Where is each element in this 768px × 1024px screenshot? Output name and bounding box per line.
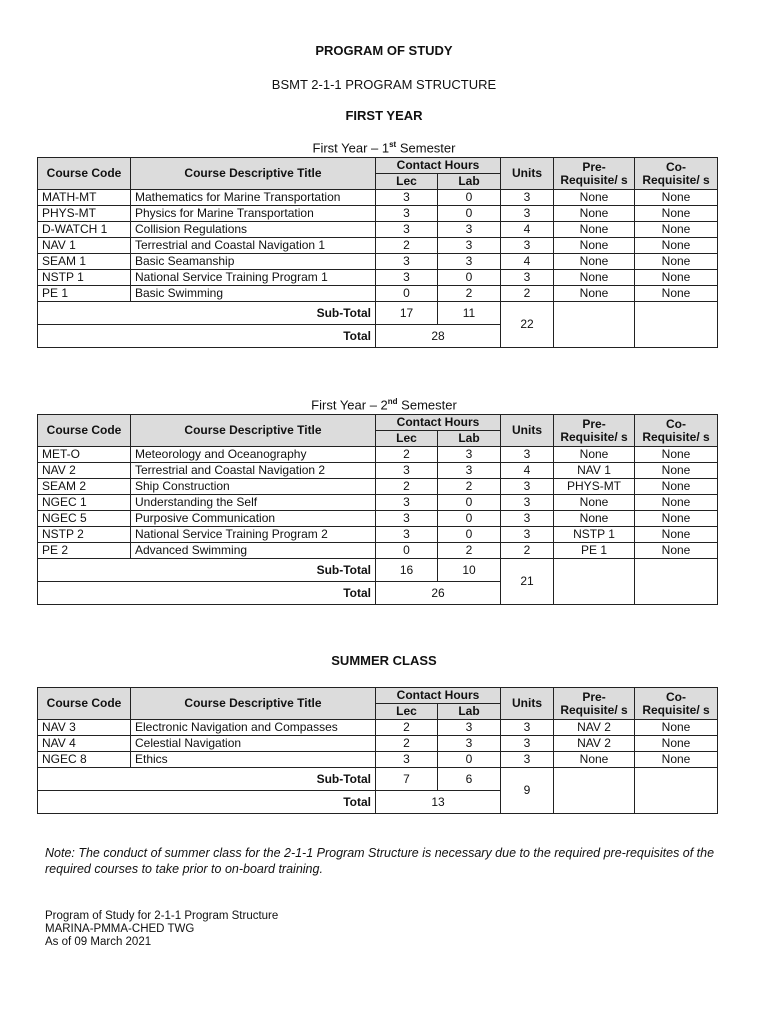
cell-units: 2 bbox=[501, 286, 554, 302]
table-row bbox=[38, 286, 718, 302]
cell-prerequisite: None bbox=[554, 270, 635, 286]
cell-prerequisite: None bbox=[554, 511, 635, 527]
subtotal-label: Sub-Total bbox=[38, 768, 376, 791]
blank-cell bbox=[635, 559, 718, 605]
total-label: Total bbox=[38, 791, 376, 814]
cell-course-title: Understanding the Self bbox=[131, 495, 376, 511]
col-contact-hours: Contact Hours bbox=[376, 688, 501, 704]
table-row bbox=[38, 752, 718, 768]
col-lab: Lab bbox=[438, 704, 501, 720]
subtotal-lab: 6 bbox=[438, 768, 501, 791]
cell-course-code: NAV 2 bbox=[38, 463, 131, 479]
total-hours: 28 bbox=[376, 325, 501, 348]
cell-corequisite: None bbox=[635, 270, 718, 286]
cell-lec-hours: 0 bbox=[376, 286, 438, 302]
cell-course-title: Purposive Communication bbox=[131, 511, 376, 527]
subtotal-lab: 11 bbox=[438, 302, 501, 325]
subtotal-lec: 7 bbox=[376, 768, 438, 791]
col-title: Course Descriptive Title bbox=[131, 688, 376, 720]
col-prerequisites: Pre-Requisite/ s bbox=[554, 158, 635, 190]
cell-lab-hours: 2 bbox=[438, 479, 501, 495]
table-row bbox=[38, 543, 718, 559]
table-row bbox=[38, 254, 718, 270]
cell-corequisite: None bbox=[635, 206, 718, 222]
col-lab: Lab bbox=[438, 174, 501, 190]
total-hours: 26 bbox=[376, 582, 501, 605]
cell-corequisite: None bbox=[635, 479, 718, 495]
summer-table bbox=[37, 687, 718, 814]
cell-course-code: MET-O bbox=[38, 447, 131, 463]
col-corequisites: Co-Requisite/ s bbox=[635, 688, 718, 720]
cell-lab-hours: 3 bbox=[438, 720, 501, 736]
col-corequisites: Co-Requisite/ s bbox=[635, 415, 718, 447]
total-label: Total bbox=[38, 325, 376, 348]
cell-corequisite: None bbox=[635, 527, 718, 543]
cell-prerequisite: PHYS-MT bbox=[554, 479, 635, 495]
table-row bbox=[38, 222, 718, 238]
cell-corequisite: None bbox=[635, 720, 718, 736]
footer bbox=[45, 910, 278, 949]
cell-course-code: NAV 1 bbox=[38, 238, 131, 254]
cell-course-code: NGEC 1 bbox=[38, 495, 131, 511]
col-contact-hours: Contact Hours bbox=[376, 158, 501, 174]
summer-heading: SUMMER CLASS bbox=[331, 653, 437, 668]
cell-units: 3 bbox=[501, 270, 554, 286]
cell-units: 4 bbox=[501, 222, 554, 238]
col-prerequisites: Pre-Requisite/ s bbox=[554, 415, 635, 447]
cell-course-title: Terrestrial and Coastal Navigation 2 bbox=[131, 463, 376, 479]
cell-corequisite: None bbox=[635, 238, 718, 254]
table-row bbox=[38, 495, 718, 511]
cell-lec-hours: 2 bbox=[376, 238, 438, 254]
cell-units: 3 bbox=[501, 238, 554, 254]
total-units: 21 bbox=[501, 559, 554, 605]
blank-cell bbox=[635, 302, 718, 348]
cell-lec-hours: 3 bbox=[376, 254, 438, 270]
cell-units: 3 bbox=[501, 495, 554, 511]
cell-corequisite: None bbox=[635, 254, 718, 270]
subtotal-label: Sub-Total bbox=[38, 559, 376, 582]
cell-course-title: Meteorology and Oceanography bbox=[131, 447, 376, 463]
cell-course-code: NAV 3 bbox=[38, 720, 131, 736]
col-units: Units bbox=[501, 158, 554, 190]
total-label: Total bbox=[38, 582, 376, 605]
blank-cell bbox=[554, 768, 635, 814]
cell-course-title: Ship Construction bbox=[131, 479, 376, 495]
subtotal-lec: 16 bbox=[376, 559, 438, 582]
cell-lec-hours: 3 bbox=[376, 495, 438, 511]
cell-corequisite: None bbox=[635, 752, 718, 768]
cell-lec-hours: 3 bbox=[376, 527, 438, 543]
cell-prerequisite: None bbox=[554, 206, 635, 222]
cell-corequisite: None bbox=[635, 286, 718, 302]
cell-lec-hours: 3 bbox=[376, 190, 438, 206]
cell-course-code: NGEC 8 bbox=[38, 752, 131, 768]
cell-lab-hours: 2 bbox=[438, 286, 501, 302]
table-row bbox=[38, 479, 718, 495]
table-row bbox=[38, 720, 718, 736]
col-course-code: Course Code bbox=[38, 158, 131, 190]
cell-lab-hours: 0 bbox=[438, 495, 501, 511]
cell-units: 3 bbox=[501, 190, 554, 206]
col-corequisites: Co-Requisite/ s bbox=[635, 158, 718, 190]
col-units: Units bbox=[501, 415, 554, 447]
total-hours: 13 bbox=[376, 791, 501, 814]
cell-course-title: Collision Regulations bbox=[131, 222, 376, 238]
cell-corequisite: None bbox=[635, 543, 718, 559]
cell-prerequisite: None bbox=[554, 286, 635, 302]
cell-units: 3 bbox=[501, 527, 554, 543]
subtotal-label: Sub-Total bbox=[38, 302, 376, 325]
col-title: Course Descriptive Title bbox=[131, 158, 376, 190]
cell-lec-hours: 0 bbox=[376, 543, 438, 559]
cell-corequisite: None bbox=[635, 190, 718, 206]
table-row bbox=[38, 206, 718, 222]
cell-course-code: NSTP 1 bbox=[38, 270, 131, 286]
cell-prerequisite: None bbox=[554, 238, 635, 254]
cell-lec-hours: 3 bbox=[376, 270, 438, 286]
cell-lab-hours: 3 bbox=[438, 222, 501, 238]
cell-course-code: PE 2 bbox=[38, 543, 131, 559]
cell-course-code: NAV 4 bbox=[38, 736, 131, 752]
cell-lec-hours: 3 bbox=[376, 752, 438, 768]
table-row bbox=[38, 238, 718, 254]
col-units: Units bbox=[501, 688, 554, 720]
blank-cell bbox=[554, 302, 635, 348]
cell-lab-hours: 0 bbox=[438, 752, 501, 768]
cell-lec-hours: 2 bbox=[376, 447, 438, 463]
cell-lec-hours: 2 bbox=[376, 479, 438, 495]
cell-lab-hours: 0 bbox=[438, 527, 501, 543]
table-row bbox=[38, 527, 718, 543]
cell-prerequisite: NAV 1 bbox=[554, 463, 635, 479]
summer-note: Note: The conduct of summer class for the 2-1-1 Program Structure is necessary due to the required pre-requisites of the required courses to take prior to on-board training. bbox=[45, 846, 715, 876]
cell-course-code: D-WATCH 1 bbox=[38, 222, 131, 238]
col-lec: Lec bbox=[376, 174, 438, 190]
cell-lab-hours: 2 bbox=[438, 543, 501, 559]
semester-2-table bbox=[37, 414, 718, 605]
cell-units: 2 bbox=[501, 543, 554, 559]
table-row bbox=[38, 190, 718, 206]
cell-lab-hours: 0 bbox=[438, 206, 501, 222]
cell-lec-hours: 2 bbox=[376, 720, 438, 736]
cell-course-title: Ethics bbox=[131, 752, 376, 768]
total-units: 9 bbox=[501, 768, 554, 814]
cell-prerequisite: None bbox=[554, 254, 635, 270]
cell-lec-hours: 2 bbox=[376, 736, 438, 752]
cell-lab-hours: 3 bbox=[438, 238, 501, 254]
cell-course-code: NSTP 2 bbox=[38, 527, 131, 543]
cell-lab-hours: 0 bbox=[438, 270, 501, 286]
col-lab: Lab bbox=[438, 431, 501, 447]
cell-course-title: Advanced Swimming bbox=[131, 543, 376, 559]
cell-prerequisite: None bbox=[554, 222, 635, 238]
cell-course-code: MATH-MT bbox=[38, 190, 131, 206]
col-prerequisites: Pre-Requisite/ s bbox=[554, 688, 635, 720]
cell-prerequisite: None bbox=[554, 190, 635, 206]
footer-line-3: As of 09 March 2021 bbox=[45, 936, 152, 948]
cell-lec-hours: 3 bbox=[376, 463, 438, 479]
subtotal-lab: 10 bbox=[438, 559, 501, 582]
semester-1-label: First Year – 1st Semester bbox=[312, 140, 456, 156]
col-course-code: Course Code bbox=[38, 688, 131, 720]
cell-course-title: National Service Training Program 1 bbox=[131, 270, 376, 286]
cell-course-title: Physics for Marine Transportation bbox=[131, 206, 376, 222]
col-course-code: Course Code bbox=[38, 415, 131, 447]
table-row bbox=[38, 511, 718, 527]
cell-prerequisite: None bbox=[554, 752, 635, 768]
cell-course-title: National Service Training Program 2 bbox=[131, 527, 376, 543]
cell-course-code: PE 1 bbox=[38, 286, 131, 302]
cell-units: 4 bbox=[501, 463, 554, 479]
cell-lec-hours: 3 bbox=[376, 511, 438, 527]
cell-corequisite: None bbox=[635, 495, 718, 511]
cell-lec-hours: 3 bbox=[376, 206, 438, 222]
year-heading: FIRST YEAR bbox=[345, 108, 423, 123]
cell-lec-hours: 3 bbox=[376, 222, 438, 238]
cell-prerequisite: PE 1 bbox=[554, 543, 635, 559]
cell-units: 4 bbox=[501, 254, 554, 270]
cell-units: 3 bbox=[501, 752, 554, 768]
cell-units: 3 bbox=[501, 511, 554, 527]
cell-course-code: SEAM 1 bbox=[38, 254, 131, 270]
cell-prerequisite: None bbox=[554, 447, 635, 463]
total-units: 22 bbox=[501, 302, 554, 348]
blank-cell bbox=[635, 768, 718, 814]
col-contact-hours: Contact Hours bbox=[376, 415, 501, 431]
cell-course-code: SEAM 2 bbox=[38, 479, 131, 495]
cell-corequisite: None bbox=[635, 736, 718, 752]
table-row bbox=[38, 736, 718, 752]
col-title: Course Descriptive Title bbox=[131, 415, 376, 447]
cell-course-title: Basic Swimming bbox=[131, 286, 376, 302]
cell-course-title: Mathematics for Marine Transportation bbox=[131, 190, 376, 206]
cell-lab-hours: 3 bbox=[438, 254, 501, 270]
document-title: PROGRAM OF STUDY bbox=[315, 43, 453, 58]
cell-course-title: Basic Seamanship bbox=[131, 254, 376, 270]
footer-line-2: MARINA-PMMA-CHED TWG bbox=[45, 923, 195, 935]
cell-prerequisite: NAV 2 bbox=[554, 720, 635, 736]
cell-corequisite: None bbox=[635, 222, 718, 238]
cell-course-title: Terrestrial and Coastal Navigation 1 bbox=[131, 238, 376, 254]
program-structure-subtitle: BSMT 2-1-1 PROGRAM STRUCTURE bbox=[271, 77, 497, 92]
cell-corequisite: None bbox=[635, 447, 718, 463]
cell-prerequisite: NAV 2 bbox=[554, 736, 635, 752]
semester-1-table bbox=[37, 157, 718, 348]
cell-lab-hours: 3 bbox=[438, 447, 501, 463]
cell-lab-hours: 3 bbox=[438, 463, 501, 479]
cell-lab-hours: 0 bbox=[438, 190, 501, 206]
cell-units: 3 bbox=[501, 447, 554, 463]
semester-2-label: First Year – 2nd Semester bbox=[311, 397, 457, 413]
table-row bbox=[38, 270, 718, 286]
cell-prerequisite: NSTP 1 bbox=[554, 527, 635, 543]
footer-line-1: Program of Study for 2-1-1 Program Structure bbox=[45, 910, 279, 922]
cell-prerequisite: None bbox=[554, 495, 635, 511]
cell-lab-hours: 0 bbox=[438, 511, 501, 527]
col-lec: Lec bbox=[376, 431, 438, 447]
cell-course-code: PHYS-MT bbox=[38, 206, 131, 222]
cell-lab-hours: 3 bbox=[438, 736, 501, 752]
cell-units: 3 bbox=[501, 720, 554, 736]
cell-units: 3 bbox=[501, 479, 554, 495]
subtotal-lec: 17 bbox=[376, 302, 438, 325]
cell-units: 3 bbox=[501, 736, 554, 752]
cell-corequisite: None bbox=[635, 463, 718, 479]
cell-corequisite: None bbox=[635, 511, 718, 527]
blank-cell bbox=[554, 559, 635, 605]
cell-course-title: Celestial Navigation bbox=[131, 736, 376, 752]
cell-units: 3 bbox=[501, 206, 554, 222]
cell-course-title: Electronic Navigation and Compasses bbox=[131, 720, 376, 736]
cell-course-code: NGEC 5 bbox=[38, 511, 131, 527]
table-row bbox=[38, 447, 718, 463]
table-row bbox=[38, 463, 718, 479]
col-lec: Lec bbox=[376, 704, 438, 720]
